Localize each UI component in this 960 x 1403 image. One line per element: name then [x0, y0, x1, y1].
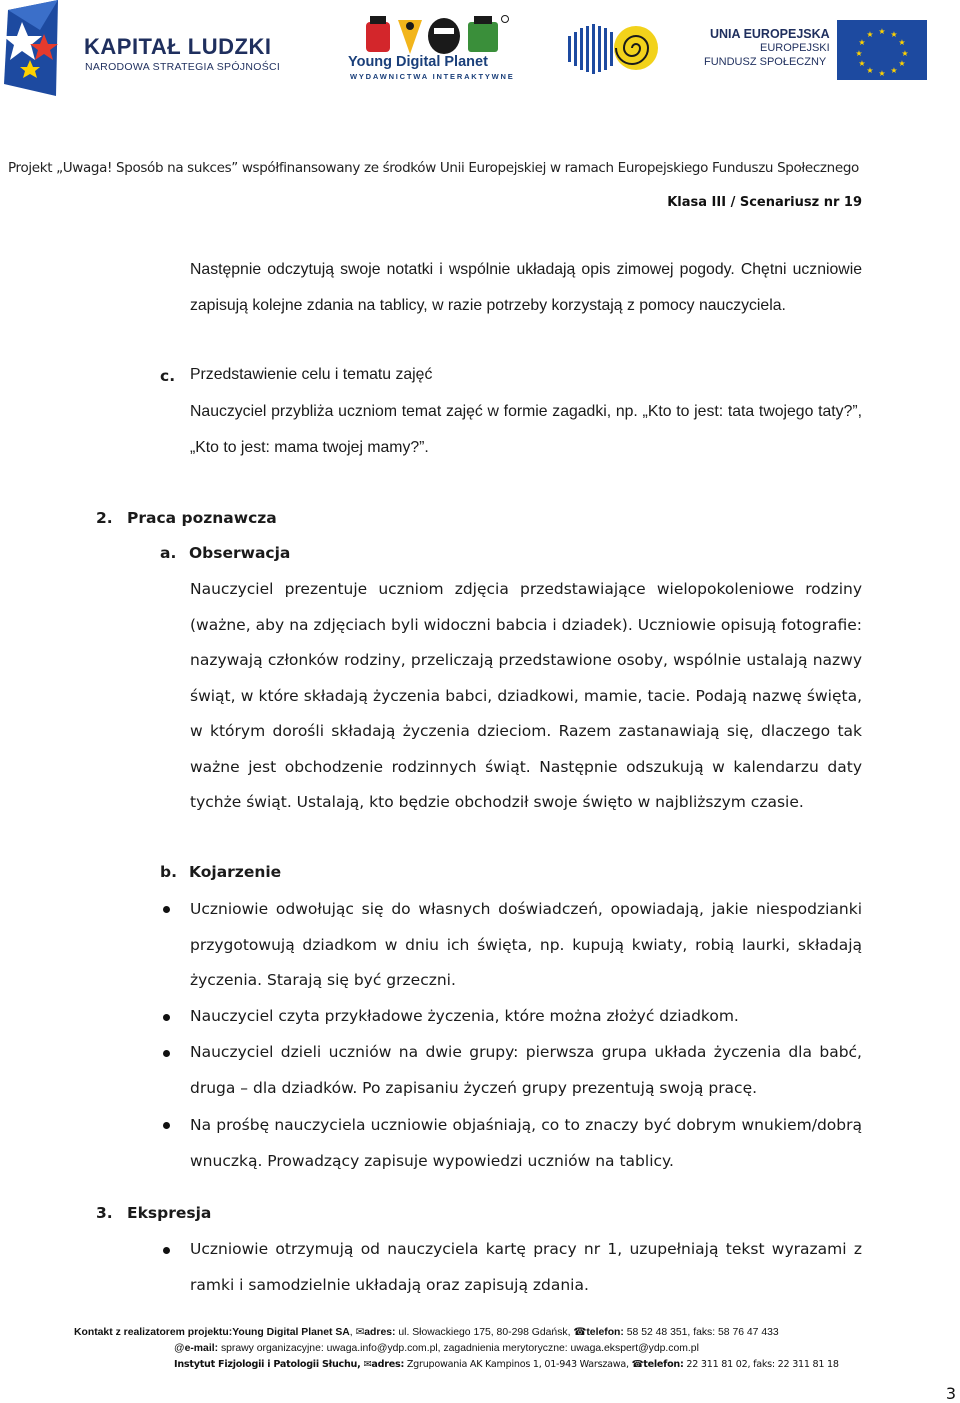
svg-text:★: ★ — [858, 38, 866, 47]
footer-address-label: adres: — [364, 1327, 396, 1338]
ue-line2: EUROPEJSKI — [760, 42, 830, 54]
footer-emails: sprawy organizacyjne: uwaga.info@ydp.com.pl, zagadnienia merytoryczne: uwaga.ekspert@ydp.com.pl — [218, 1343, 699, 1354]
bullet-icon — [163, 906, 170, 913]
footer-institute-address: Zgrupowania AK Kampinos 1, 01-943 Warszawa, — [404, 1359, 632, 1370]
footer-institute-address-label: adres: — [371, 1359, 405, 1370]
kapital-ludzki-logo — [0, 0, 310, 100]
kapital-ludzki-subtitle: NARODOWA STRATEGIA SPÓJNOŚCI — [85, 61, 281, 73]
footer-phone: 58 52 48 351, faks: 58 76 47 433 — [623, 1327, 779, 1338]
at-icon: @ — [174, 1343, 185, 1354]
class-label: Klasa III / Scenariusz nr 19 — [667, 195, 862, 210]
footer-company: Young Digital Planet SA — [232, 1327, 350, 1338]
ue-line3: FUNDUSZ SPOŁECZNY — [704, 56, 827, 68]
svg-text:★: ★ — [890, 30, 898, 39]
envelope-icon: ✉ — [355, 1327, 365, 1338]
phone-icon: ☎ — [631, 1359, 644, 1370]
footer-email-label: e-mail: — [184, 1343, 219, 1354]
svg-text:★: ★ — [866, 66, 874, 75]
b-bullet-1: Uczniowie odwołując się do własnych doświadczeń, opowiadają, jakie niespodzianki przygotowują dziadkom w dniu ich święta, np. kupują kwiaty, robią laurki, składają życzenia. Starają się być grzeczni. — [190, 900, 862, 989]
c-title: Przedstawienie celu i tematu zajęć — [190, 366, 433, 383]
c-marker: c. — [160, 367, 176, 385]
ydp-name: Young Digital Planet — [348, 54, 488, 70]
svg-text:★: ★ — [866, 30, 874, 39]
svg-text:★: ★ — [858, 59, 866, 68]
footer-contact-label: Kontakt z realizatorem projektu: — [74, 1327, 233, 1338]
section-3-title: Ekspresja — [127, 1204, 212, 1222]
svg-text:★: ★ — [878, 27, 886, 36]
svg-text:★: ★ — [898, 38, 906, 47]
bullet-icon — [163, 1050, 170, 1057]
kapital-ludzki-emblem-icon — [0, 0, 80, 100]
bullet-icon — [163, 1014, 170, 1021]
a-marker: a. — [160, 544, 177, 562]
footer-phone-label: telefon: — [586, 1327, 624, 1338]
b-bullet-3: Nauczyciel dzieli uczniów na dwie grupy: pierwsza grupa układa życzenia dla babć, druga – dla dziadków. Po zapisaniu życzeń grupy prezentują swoją pracę. — [190, 1043, 862, 1097]
b-title: Kojarzenie — [189, 863, 282, 881]
unia-europejska-logo — [700, 18, 930, 88]
project-line: Projekt „Uwaga! Sposób na sukces” współfinansowany ze środków Unii Europejskiej w ramach Europejskiego Funduszu Społecznego — [8, 160, 859, 176]
b-marker: b. — [160, 863, 177, 881]
svg-text:★: ★ — [898, 59, 906, 68]
footer-institute-phone: 22 311 81 02, faks: 22 311 81 18 — [683, 1359, 839, 1370]
svg-text:★: ★ — [878, 69, 886, 78]
a-paragraph: Nauczyciel prezentuje uczniom zdjęcia przedstawiające wielopokoleniowe rodziny (ważne, aby na zdjęciach byli widoczni babcia i dziadek). Uczniowie opisują fotografie: nazywają członków rodziny, przeliczają przedstawione osoby, wspólnie ustalają nazwy świąt, w które składają życzenia babci, dziadkowi, mamie, tacie. Podają nazwę święta, w którym dorośli składają życzenia dzieciom. Razem zastanawiają się, dlaczego tak ważne jest obchodzenie rodzinnych świąt. Następnie odszukują w kalendarzu daty tychże świąt. Ustalają, kto będzie obchodził swoje święto w najbliższym czasie. — [190, 580, 862, 811]
bullet-icon — [163, 1122, 170, 1129]
b-bullet-2: Nauczyciel czyta przykładowe życzenia, które można złożyć dziadkom. — [190, 1007, 739, 1025]
uwaga-logo — [566, 14, 662, 84]
envelope-icon: ✉ — [363, 1359, 372, 1370]
uwaga-spiral-icon — [566, 14, 662, 84]
ue-line1: UNIA EUROPEJSKA — [710, 27, 830, 41]
section-3-marker: 3. — [96, 1204, 113, 1222]
section-2-title: Praca poznawcza — [127, 509, 277, 527]
phone-icon: ☎ — [573, 1327, 587, 1338]
bullet-icon — [163, 1247, 170, 1254]
s3-bullet-1: Uczniowie otrzymują od nauczyciela kartę pracy nr 1, uzupełniają tekst wyrazami z ramki i samodzielnie układają oraz zapisują zdania. — [190, 1240, 862, 1294]
svg-text:★: ★ — [890, 66, 898, 75]
svg-text:★: ★ — [855, 49, 863, 58]
section-2-marker: 2. — [96, 509, 113, 527]
eu-flag-icon — [837, 20, 927, 80]
footer-address: ul. Słowackiego 175, 80-298 Gdańsk, — [395, 1327, 574, 1338]
young-digital-planet-logo — [340, 8, 520, 88]
ydp-subtitle: WYDAWNICTWA INTERAKTYWNE — [350, 72, 515, 81]
footer-line-1: Kontakt z realizatorem projektu:Young Digital Planet SA, ✉adres: ul. Słowackiego 175, 80-298 Gdańsk, ☎telefon: 58 52 48 351, faks: 58 76 47 433 — [74, 1327, 779, 1338]
a-title: Obserwacja — [189, 544, 291, 562]
b-bullet-4: Na prośbę nauczyciela uczniowie objaśniają, co to znaczy być dobrym wnukiem/dobrą wnuczką. Prowadzący zapisuje wypowiedzi uczniów na tablicy. — [190, 1116, 862, 1170]
intro-paragraph: Następnie odczytują swoje notatki i wspólnie układają opis zimowej pogody. Chętni uczniowie zapisują kolejne zdania na tablicy, w razie potrzeby korzystają z pomocy nauczyciela. — [190, 261, 862, 314]
footer-institute: Instytut Fizjologii i Patologii Słuchu, — [174, 1359, 364, 1370]
page-number: 3 — [945, 1384, 956, 1403]
kapital-ludzki-title: KAPITAŁ LUDZKI — [84, 34, 272, 59]
c-paragraph: Nauczyciel przybliża uczniom temat zajęć w formie zagadki, np. „Kto to jest: tata twojego taty?”, „Kto to jest: mama twojej mamy?”. — [190, 403, 862, 456]
svg-text:★: ★ — [901, 49, 909, 58]
footer-line-3 — [174, 1359, 839, 1370]
footer-line-2 — [174, 1343, 699, 1354]
footer-institute-phone-label: telefon: — [643, 1359, 684, 1370]
